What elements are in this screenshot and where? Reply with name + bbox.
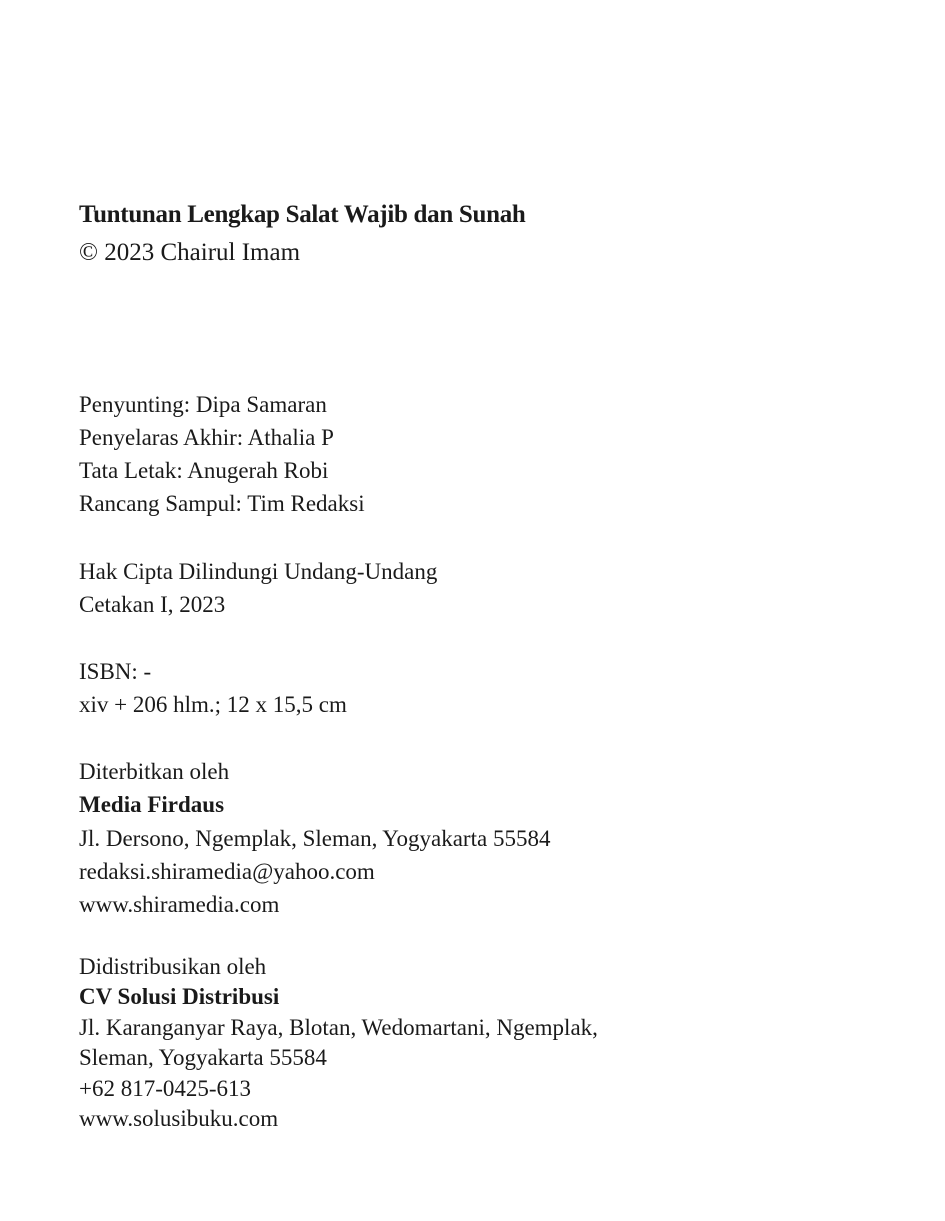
publisher-email: redaksi.shiramedia@yahoo.com: [79, 859, 375, 884]
distributor-website: www.solusibuku.com: [79, 1106, 279, 1131]
rights-notice: Hak Cipta Dilindungi Undang-Undang: [79, 559, 438, 584]
distributor-address-line1: Jl. Karanganyar Raya, Blotan, Wedomartani, Ngemplak,: [79, 1015, 598, 1040]
edition-info: Cetakan I, 2023: [79, 592, 226, 617]
isbn: ISBN: -: [79, 659, 152, 684]
publisher-intro: Diterbitkan oleh: [79, 759, 230, 784]
credit-cover: Rancang Sampul: Tim Redaksi: [79, 491, 365, 516]
distributor-address-line2: Sleman, Yogyakarta 55584: [79, 1045, 327, 1070]
copyright-notice: © 2023 Chairul Imam: [79, 239, 301, 266]
credit-proofreader: Penyelaras Akhir: Athalia P: [79, 425, 334, 450]
copyright-page: [79, 0, 899, 1221]
publisher-name: Media Firdaus: [79, 792, 225, 817]
credit-layout: Tata Letak: Anugerah Robi: [79, 458, 329, 483]
publisher-website: www.shiramedia.com: [79, 892, 280, 917]
distributor-intro: Didistribusikan oleh: [79, 954, 267, 979]
physical-description: xiv + 206 hlm.; 12 x 15,5 cm: [79, 692, 347, 717]
distributor-phone: +62 817-0425-613: [79, 1076, 252, 1101]
publisher-address: Jl. Dersono, Ngemplak, Sleman, Yogyakarta 55584: [79, 826, 551, 851]
credit-editor: Penyunting: Dipa Samaran: [79, 392, 327, 417]
distributor-name: CV Solusi Distribusi: [79, 984, 280, 1009]
book-title: Tuntunan Lengkap Salat Wajib dan Sunah: [79, 201, 526, 228]
